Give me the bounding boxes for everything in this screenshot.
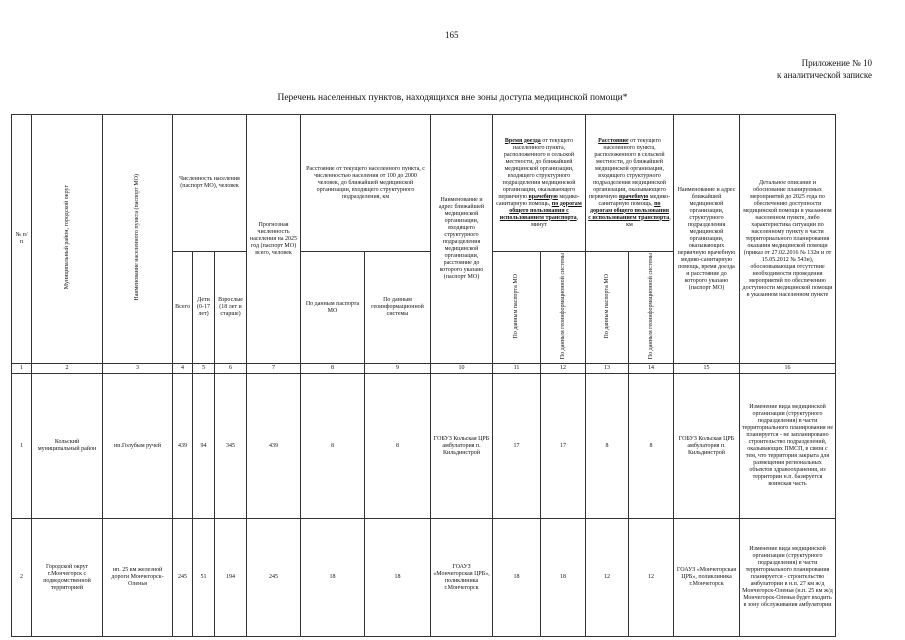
header-pop-total: Всего bbox=[173, 252, 193, 364]
header-district bbox=[32, 115, 103, 364]
col-number: 4 bbox=[173, 364, 193, 374]
header-time-passport bbox=[493, 252, 541, 364]
col-number: 3 bbox=[103, 364, 173, 374]
header-num bbox=[12, 115, 32, 364]
col-number: 2 bbox=[32, 364, 103, 374]
header-km-geo-text: По данным геоинформационной системы bbox=[647, 253, 654, 360]
col-number: 8 bbox=[301, 364, 365, 374]
row-num: 2 bbox=[12, 519, 32, 637]
row-district: Кольский муниципальный район bbox=[32, 374, 103, 519]
row-time-geo: 18 bbox=[541, 519, 586, 637]
row-km-geo: 12 bbox=[629, 519, 674, 637]
col-number: 9 bbox=[365, 364, 431, 374]
header-km-geo bbox=[629, 252, 674, 364]
header-road-distance-t2: медико-санитарную помощь, bbox=[598, 193, 671, 207]
header-time-geo bbox=[541, 252, 586, 364]
header-row-1 bbox=[12, 115, 836, 252]
header-travel-time bbox=[493, 115, 586, 252]
row-measures: Изменение вида медицинской организации (структурного подразделения) в части территориального планирования планируется - строительство амбулатории в н.п. 27 км ж/д Мончегорск-Оленья (н.п. 25 км ж/д Мончегорск-Оленья будет входить в зону обслуживания амбулатории bbox=[740, 519, 836, 637]
row-nearest-med: ГОАУЗ «Мончегорская ЦРБ», поликлиника г.Мончегорск bbox=[674, 519, 740, 637]
header-travel-time-t2: медико-санитарную помощь, bbox=[496, 193, 580, 207]
header-forecast: Прогнозная численность населения на 2025 год (паспорт МО) всего, человек bbox=[247, 115, 301, 364]
header-dist-geo: По данным геоинформационной системы bbox=[365, 252, 431, 364]
row-dist-passport: 18 bbox=[301, 519, 365, 637]
row-pop-adults: 194 bbox=[215, 519, 247, 637]
row-measures: Изменение вида медицинской организации (структурного подразделения) в части территориального планирования не планируется - не запланировано строительство подразделений, оказывающих ПМСП, в связи с тем, что территория закрыта для размещения региональных объектов здравоохранения, из территории н.п. базируется воинская часть bbox=[740, 374, 836, 519]
header-travel-time-bold2: врачебную bbox=[528, 193, 558, 200]
col-number: 1 bbox=[12, 364, 32, 374]
appendix-line-2: к аналитической записке bbox=[777, 70, 872, 80]
header-num-text: № п/п bbox=[15, 232, 28, 246]
header-pop-adults: Взрослые (18 лет и старше) bbox=[215, 252, 247, 364]
row-num: 1 bbox=[12, 374, 32, 519]
row-forecast: 439 bbox=[247, 374, 301, 519]
row-time-passport: 17 bbox=[493, 374, 541, 519]
col-number: 12 bbox=[541, 364, 586, 374]
header-time-passport-text: По данным паспорта МО bbox=[513, 273, 519, 339]
header-road-distance-t1: от текущего населенного пункта, расположенного в сельской местности, до ближайшей медицинской организации, входящего структурного подразделения медицинской организации, оказывающего первичную bbox=[588, 137, 666, 200]
row-pop-children: 94 bbox=[193, 374, 215, 519]
row-district: Городской округ г.Мончегорск с подведомственной территорией bbox=[32, 519, 103, 637]
header-district-text: Муниципальный район, городской округ bbox=[63, 185, 70, 290]
header-road-distance-bold1: Расстояние bbox=[598, 137, 629, 144]
header-nearest-med: Наименование и адрес ближайшей медицинской организации, структурного подразделения медицинской организации, оказывающих первичную врачебную медико-санитарную помощь, время доезда и расстояние до которого указано (паспорт МО) bbox=[674, 115, 740, 364]
col-number: 10 bbox=[431, 364, 493, 374]
settlements-table bbox=[11, 114, 836, 637]
header-travel-time-t1: от текущего населенного пункта, расположенного в сельской местности, до ближайшей медицинской организации, входящего структурного подразделения медицинской организации, оказывающего первичную bbox=[498, 137, 576, 200]
header-road-distance-bold3: по дорогам общего пользования с использованием транспорта bbox=[588, 200, 670, 221]
row-settlement: нп. 25 км железной дороги Мончегорск-Оленья bbox=[103, 519, 173, 637]
header-dist-passport: По данным паспорта МО bbox=[301, 252, 365, 364]
col-number: 6 bbox=[215, 364, 247, 374]
row-forecast: 245 bbox=[247, 519, 301, 637]
row-pop-adults: 345 bbox=[215, 374, 247, 519]
row-dist-geo: 8 bbox=[365, 374, 431, 519]
row-time-geo: 17 bbox=[541, 374, 586, 519]
col-number: 7 bbox=[247, 364, 301, 374]
row-nearest-org: ГОАУЗ «Мончегорская ЦРБ», поликлиника г.Мончегорск bbox=[431, 519, 493, 637]
header-travel-time-t3: , минут bbox=[531, 214, 579, 228]
column-number-row bbox=[12, 364, 836, 374]
header-distance: Расстояние от текущего населенного пункта, с численностью населения от 100 до 2000 человек, до ближайшей медицинской организации, входящего структурного подразделения, км bbox=[301, 115, 431, 252]
table-row bbox=[12, 519, 836, 637]
header-time-geo-text: По данным геоинформационной системы bbox=[559, 253, 566, 360]
row-time-passport: 18 bbox=[493, 519, 541, 637]
row-km-passport: 12 bbox=[586, 519, 629, 637]
col-number: 14 bbox=[629, 364, 674, 374]
col-number: 15 bbox=[674, 364, 740, 374]
header-measures: Детальное описание и обоснование планируемых мероприятий до 2025 года по обеспечению доступности медицинской помощи в указанном населенном пункте, либо характеристика ситуации по населенному пункту в части территориального планирования оказания медицинской помощи (приказ от 27.02.2016 № 132н и от 15.05.2012 № 543н), обосновывающая отсутствие необходимости проведения мероприятий по обеспечению доступности медицинской помощи в указанном населенном пункте bbox=[740, 115, 836, 364]
col-number: 16 bbox=[740, 364, 836, 374]
row-dist-passport: 8 bbox=[301, 374, 365, 519]
row-nearest-org: ГОБУЗ Кольская ЦРБ амбулатория п. Кильдинстрой bbox=[431, 374, 493, 519]
header-road-distance-bold2: врачебную bbox=[618, 193, 649, 200]
col-number: 5 bbox=[193, 364, 215, 374]
header-settlement bbox=[103, 115, 173, 364]
header-km-passport bbox=[586, 252, 629, 364]
header-road-distance-t3: , км bbox=[626, 214, 671, 228]
row-km-geo: 8 bbox=[629, 374, 674, 519]
col-number: 11 bbox=[493, 364, 541, 374]
header-population: Численность населения (паспорт МО), человек bbox=[173, 115, 247, 252]
appendix-line-1: Приложение № 10 bbox=[801, 58, 872, 68]
document-title: Перечень населенных пунктов, находящихся вне зоны доступа медицинской помощи* bbox=[277, 93, 628, 103]
row-nearest-med: ГОБУЗ Кольская ЦРБ амбулатория п. Кильдинстрой bbox=[674, 374, 740, 519]
row-pop-children: 51 bbox=[193, 519, 215, 637]
table-row bbox=[12, 374, 836, 519]
header-road-distance bbox=[586, 115, 674, 252]
header-nearest-org: Наименование и адрес ближайшей медицинской организации, входящего структурного подразделения медицинской организации, расстояние до которого указано (паспорт МО) bbox=[431, 115, 493, 364]
header-travel-time-bold1: Время доезда bbox=[504, 137, 541, 144]
header-settlement-text: Наименование населенного пункта (паспорт МО) bbox=[134, 174, 140, 301]
appendix-heading bbox=[777, 57, 872, 81]
col-number: 13 bbox=[586, 364, 629, 374]
row-pop-total: 439 bbox=[173, 374, 193, 519]
row-km-passport: 8 bbox=[586, 374, 629, 519]
row-pop-total: 245 bbox=[173, 519, 193, 637]
row-dist-geo: 18 bbox=[365, 519, 431, 637]
row-settlement: нп.Голубым ручей bbox=[103, 374, 173, 519]
header-km-passport-text: По данным паспорта МО bbox=[603, 273, 610, 339]
header-pop-children: Дети (0-17 лет) bbox=[193, 252, 215, 364]
page-number: 165 bbox=[445, 30, 459, 40]
header-travel-time-bold3: по дорогам общего пользования с использованием транспорта bbox=[499, 200, 582, 221]
